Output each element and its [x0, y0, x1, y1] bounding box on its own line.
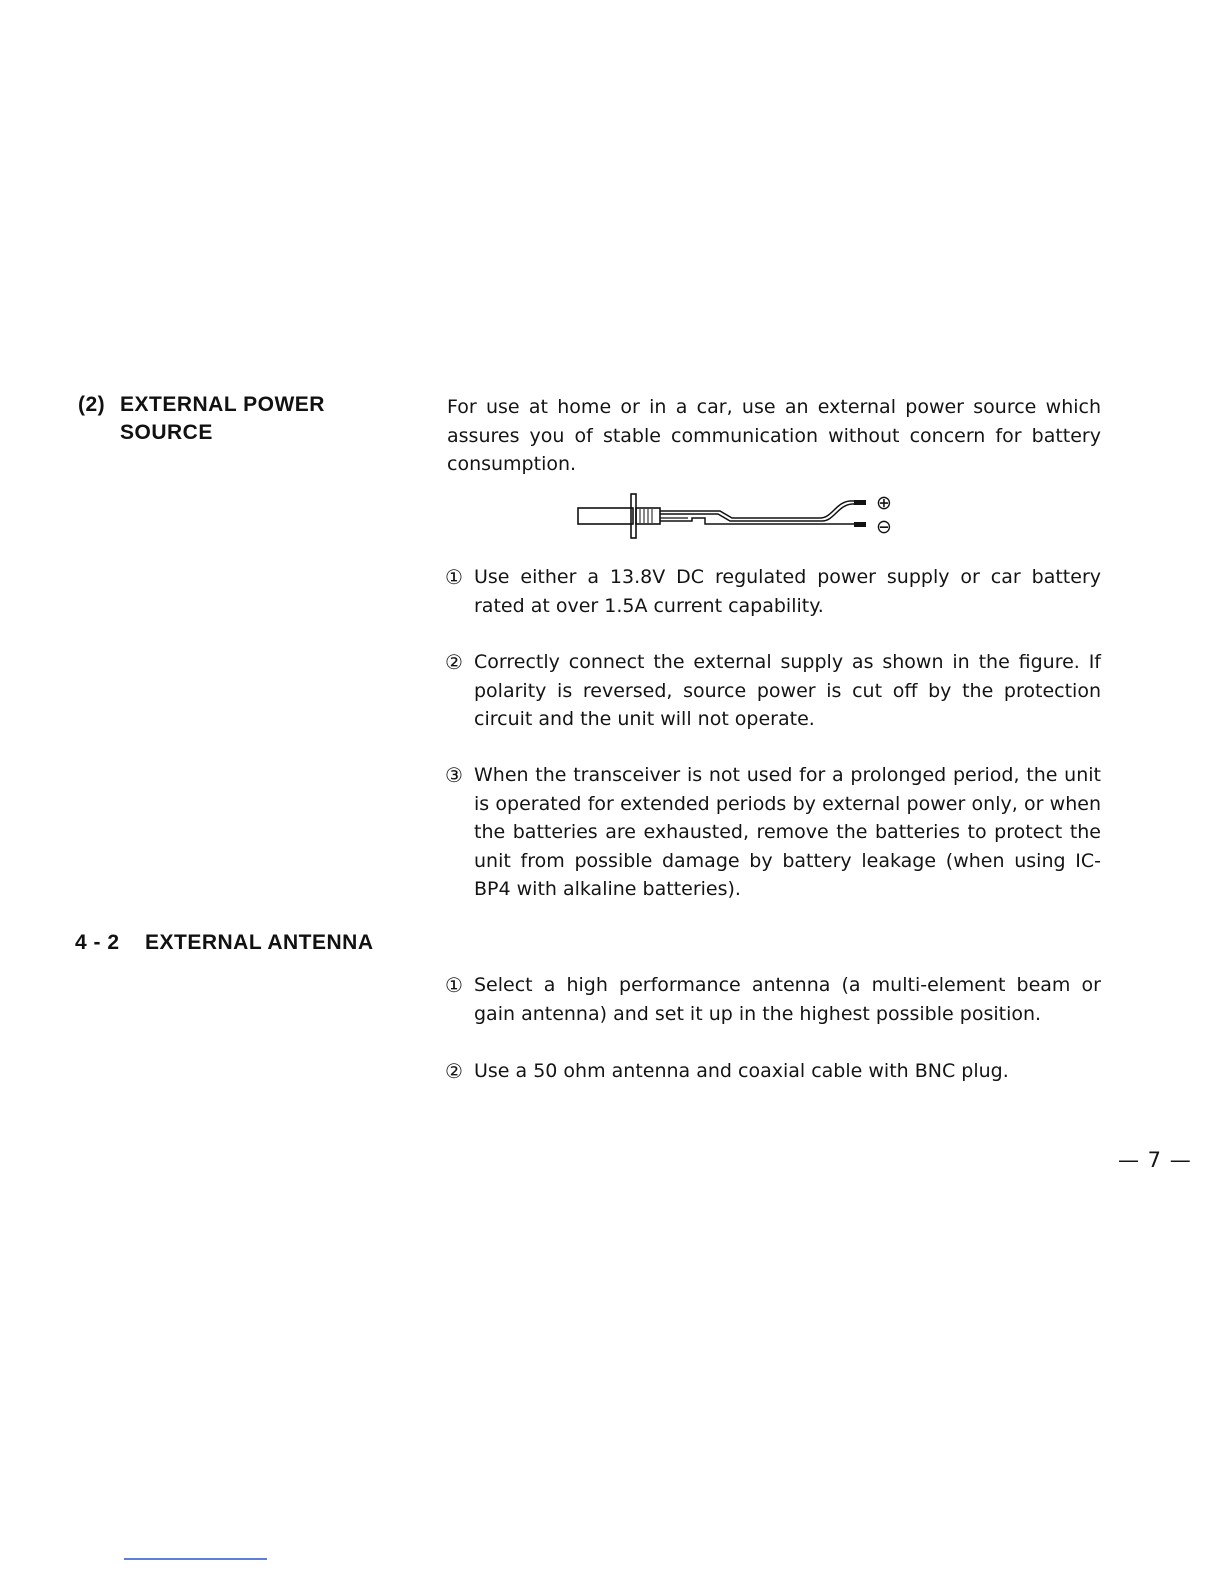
page-number: — 7 —	[1118, 1148, 1192, 1172]
item-number-marker: ②	[445, 1059, 463, 1083]
section-title-line2: SOURCE	[120, 421, 213, 444]
list-item	[445, 761, 1101, 904]
item-text: Use either a 13.8V DC regulated power supply or car battery rated at over 1.5A current capability.	[474, 566, 1101, 617]
item-number-marker: ①	[445, 565, 463, 589]
list-item	[445, 971, 1101, 1028]
plug-body	[578, 508, 633, 524]
cable-positive	[660, 501, 854, 518]
intro-paragraph: For use at home or in a car, use an external power source which assures you of stable communication without concern for battery consumption.	[447, 396, 1101, 475]
negative-wire-end	[854, 522, 866, 527]
section-heading-external-power-source	[78, 391, 378, 447]
footer-divider	[124, 1558, 267, 1560]
item-number-marker: ②	[445, 650, 463, 674]
list-item	[445, 648, 1101, 734]
item-text: Select a high performance antenna (a multi-element beam or gain antenna) and set it up in the highest possible position.	[474, 974, 1101, 1025]
list-item	[445, 563, 1101, 620]
item-number-marker: ①	[445, 973, 463, 997]
section-title: EXTERNAL ANTENNA	[145, 931, 374, 954]
section-number: (2)	[78, 393, 106, 416]
section-number: 4 - 2	[75, 931, 120, 954]
item-text: Correctly connect the external supply as shown in the figure. If polarity is reversed, source power is cut off by the protection circuit and the unit will not operate.	[474, 651, 1101, 730]
section-title-line1: EXTERNAL POWER	[120, 393, 325, 416]
positive-wire-end	[854, 500, 866, 505]
plus-symbol-icon: ⊕	[876, 492, 892, 514]
item-text: Use a 50 ohm antenna and coaxial cable with BNC plug.	[474, 1060, 1009, 1082]
section-heading-external-antenna	[75, 929, 435, 957]
item-text: When the transceiver is not used for a prolonged period, the unit is operated for extended periods by external power only, or when the batteries are exhausted, remove the batteries to protect the unit from possible damage by battery leakage (when using IC-BP4 with alkaline batteries).	[474, 764, 1101, 900]
minus-symbol-icon: ⊖	[876, 516, 892, 538]
list-item	[445, 1057, 1101, 1086]
item-number-marker: ③	[445, 763, 463, 787]
dc-power-cable-figure	[570, 488, 910, 544]
